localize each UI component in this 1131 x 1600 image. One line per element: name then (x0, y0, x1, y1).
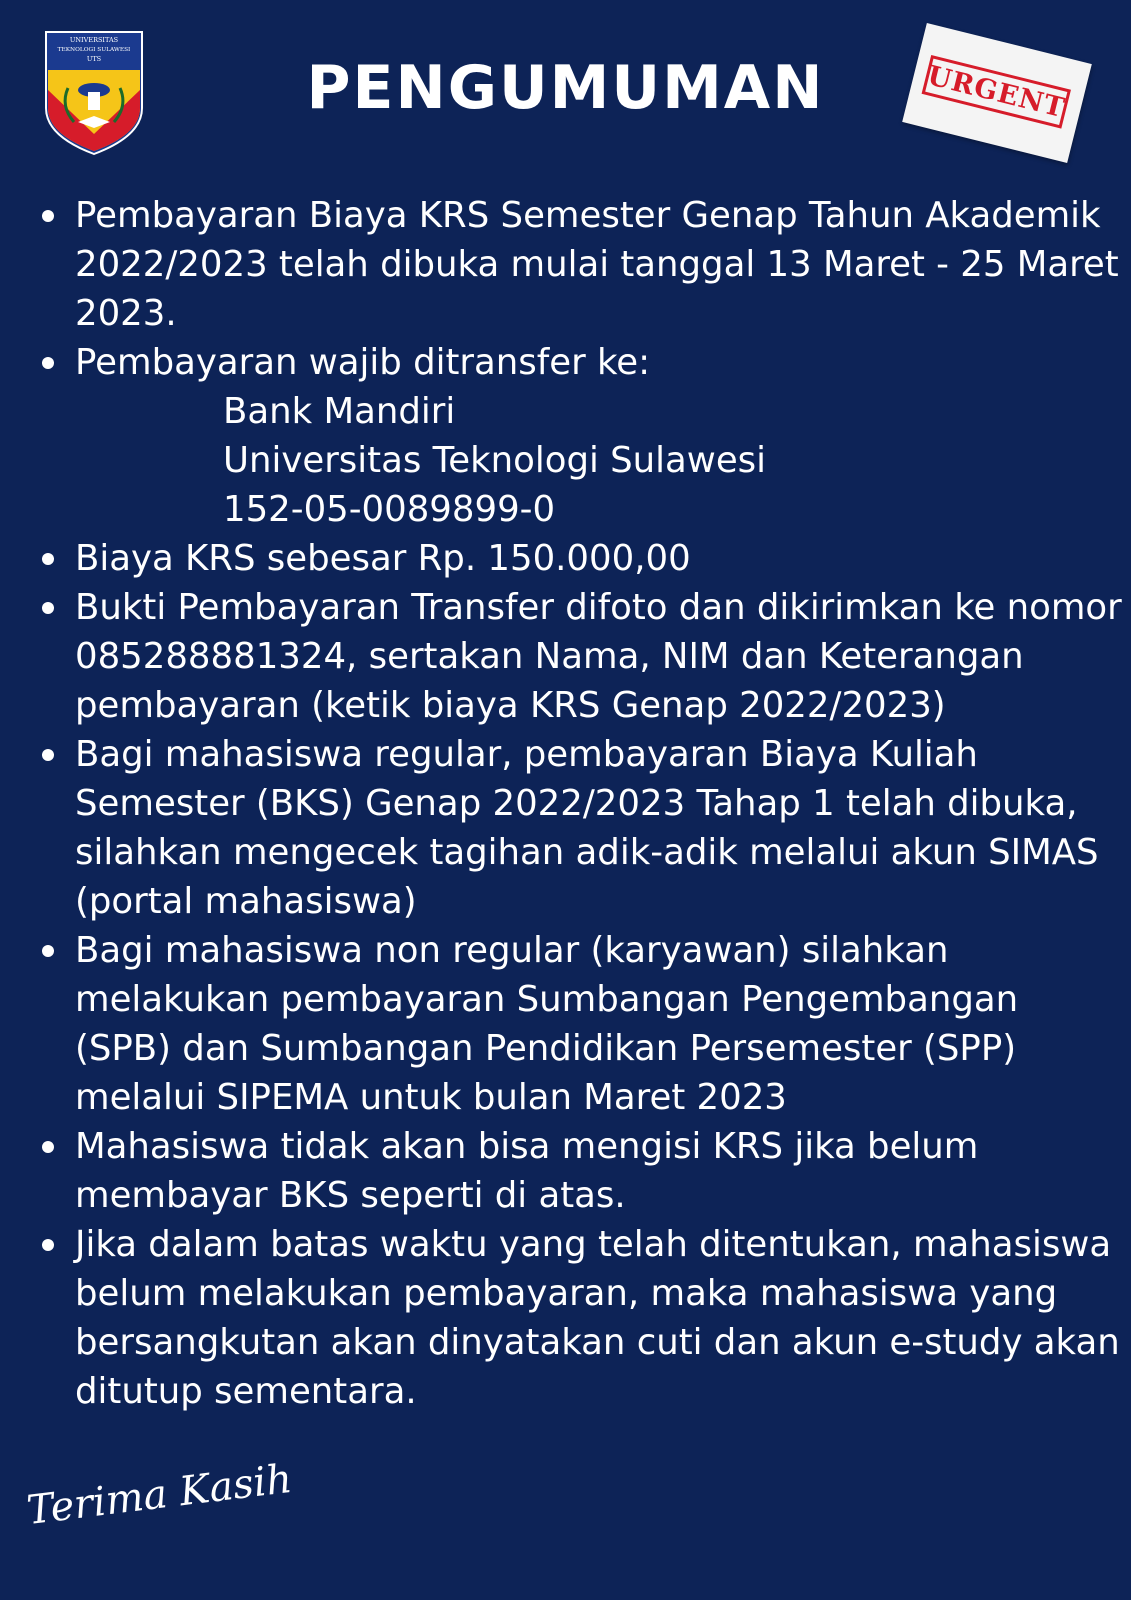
list-item-text: Jika dalam batas waktu yang telah ditentukan, mahasiswa belum melakukan pembayaran, maka mahasiswa yang bersangkutan akan dinyatakan cuti dan akun e-study akan ditutup sementara. (75, 1224, 1120, 1412)
bullet-icon (42, 945, 54, 957)
list-item (42, 534, 1122, 583)
bullet-icon (42, 602, 54, 614)
list-item (42, 1122, 1122, 1220)
list-item (42, 191, 1122, 338)
list-item-text: Bagi mahasiswa regular, pembayaran Biaya Kuliah Semester (BKS) Genap 2022/2023 Tahap 1 telah dibuka, silahkan mengecek tagihan adik-adik melalui akun SIMAS (portal mahasiswa) (75, 734, 1099, 922)
list-item-text: Pembayaran Biaya KRS Semester Genap Tahun Akademik 2022/2023 telah dibuka mulai tanggal 13 Maret - 25 Maret 2023. (75, 195, 1119, 334)
logo-line1: UNIVERSITAS (69, 36, 119, 44)
bullet-icon (42, 749, 54, 761)
list-item-text: Bukti Pembayaran Transfer difoto dan dikirimkan ke nomor 085288881324, sertakan Nama, NIM dan Keterangan pembayaran (ketik biaya KRS Genap 2022/2023) (75, 587, 1122, 726)
page-title: PENGUMUMAN (306, 53, 825, 123)
list-item-text: Biaya KRS sebesar Rp. 150.000,00 (75, 538, 691, 579)
list-item (42, 926, 1122, 1122)
list-item (42, 730, 1122, 926)
bullet-icon (42, 210, 54, 222)
account-name: Universitas Teknologi Sulawesi (223, 440, 767, 481)
urgent-stamp (902, 23, 1092, 163)
bullet-icon (42, 1141, 54, 1153)
bank-name: Bank Mandiri (223, 391, 456, 432)
list-item-text: Bagi mahasiswa non regular (karyawan) silahkan melakukan pembayaran Sumbangan Pengembangan (SPB) dan Sumbangan Pendidikan Persemester (SPP) melalui SIPEMA untuk bulan Maret 2023 (75, 930, 1019, 1118)
logo-line2: TEKNOLOGI SULAWESI (57, 47, 131, 53)
bullet-icon (42, 553, 54, 565)
list-item-text: Pembayaran wajib ditransfer ke: (75, 342, 651, 383)
list-item (42, 338, 1122, 534)
signoff-text: Terima Kasih (24, 1455, 295, 1534)
list-item-text: Mahasiswa tidak akan bisa mengisi KRS jika belum membayar BKS seperti di atas. (75, 1126, 979, 1216)
announcement-list (42, 191, 1122, 1416)
account-number: 152-05-0089899-0 (223, 489, 556, 530)
bullet-icon (42, 357, 54, 369)
logo-abbr: UTS (86, 55, 102, 63)
urgent-stamp-label: URGENT (922, 55, 1071, 129)
bullet-icon (42, 1239, 54, 1251)
list-item (42, 583, 1122, 730)
list-item (42, 1220, 1122, 1416)
